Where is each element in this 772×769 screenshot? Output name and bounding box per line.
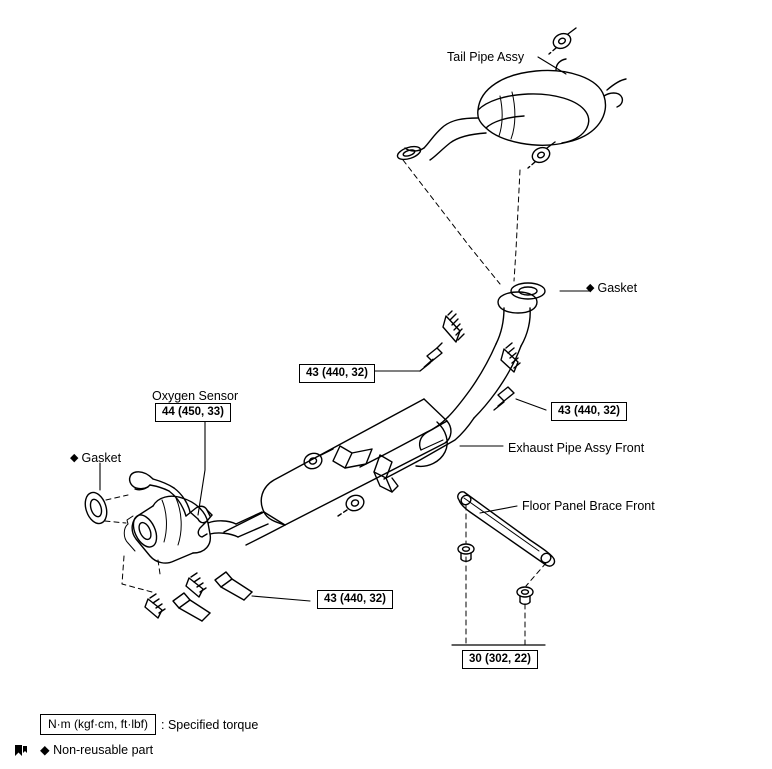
- torque-box-oxygen-sensor: 44 (450, 33): [155, 403, 231, 422]
- label-exhaust-pipe-assy-front: Exhaust Pipe Assy Front: [508, 441, 645, 455]
- tail-pipe-outlet: [607, 79, 626, 90]
- label-gasket-left: ◆ Gasket: [70, 451, 122, 465]
- legend-nonreusable-row: ◆ Non-reusable part: [40, 743, 154, 757]
- torque-box-pipe-upper-left: 43 (440, 32): [299, 364, 375, 383]
- label-tail-pipe-assy: Tail Pipe Assy: [447, 50, 525, 64]
- legend-unit-text: : Specified torque: [161, 717, 259, 732]
- exhaust-pipe-assy-front-part: [224, 292, 537, 545]
- muffler-hanger-top: [549, 28, 576, 54]
- spring-bolt-upper-right: [494, 343, 520, 410]
- tail-pipe-inlet: [396, 118, 486, 162]
- nonreusable-diamond-icon: ◆: [586, 282, 595, 294]
- legend-unit-box: N·m (kgf·cm, ft·lbf): [40, 714, 156, 735]
- muffler-hanger-lower: [528, 142, 555, 168]
- muffler-body: [478, 59, 623, 145]
- label-oxygen-sensor: Oxygen Sensor: [152, 389, 239, 403]
- torque-box-floor-brace: 30 (302, 22): [462, 650, 538, 669]
- catalytic-converter: [124, 496, 268, 563]
- torque-box-pipe-upper-right: 43 (440, 32): [551, 402, 627, 421]
- legend: [40, 714, 440, 757]
- pipe-to-cat-flange: [333, 446, 372, 468]
- spring-bolt-upper-left: [420, 311, 464, 371]
- label-floor-panel-brace-front: Floor Panel Brace Front: [522, 499, 655, 513]
- label-gasket-upper: ◆ Gasket: [586, 281, 638, 295]
- spring-bolt-lower-a: [186, 572, 252, 600]
- spring-bolt-lower-b: [145, 593, 210, 621]
- gasket-upper-part: [511, 283, 545, 299]
- torque-box-pipe-lower: 43 (440, 32): [317, 590, 393, 609]
- brace-bolt-right: [517, 587, 533, 604]
- nonreusable-diamond-icon-2: ◆: [70, 452, 79, 464]
- pipe-hanger-ring-left: [302, 449, 333, 471]
- bookmark-icon: [14, 744, 28, 757]
- legend-torque-row: [40, 714, 440, 735]
- leader-lines: [100, 57, 590, 601]
